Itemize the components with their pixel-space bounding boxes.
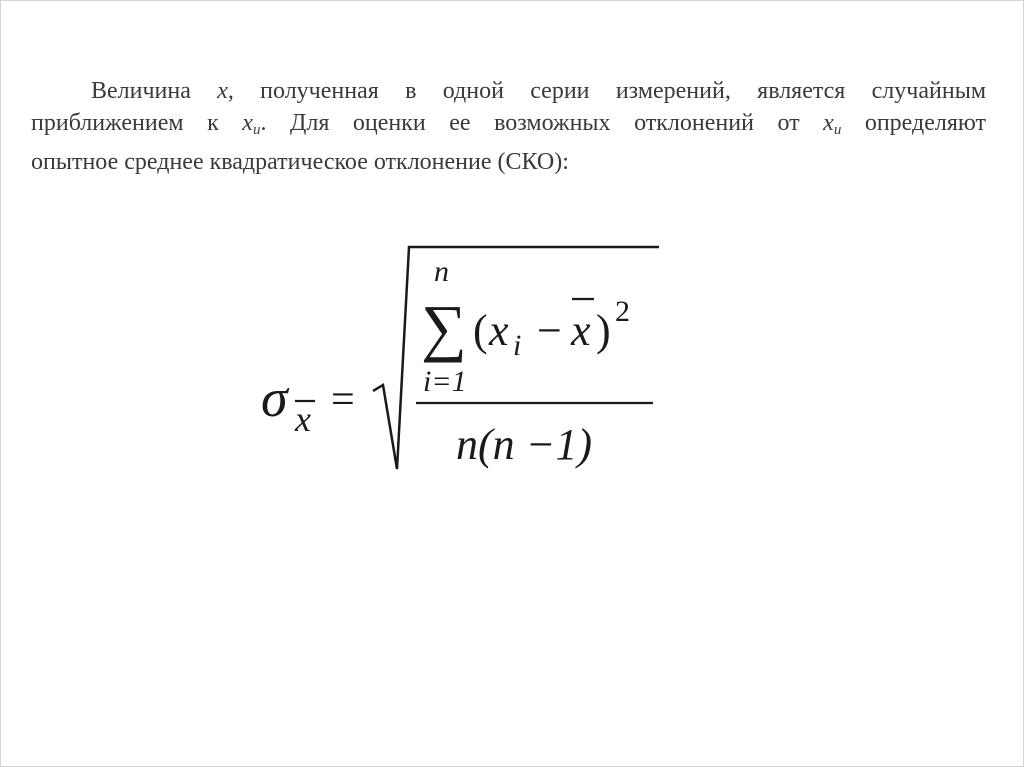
- variable-subscript: и: [252, 122, 261, 138]
- sko-formula: [251, 241, 671, 481]
- formula-svg: [251, 241, 671, 481]
- paren-close: ): [596, 306, 611, 355]
- exponent-2: 2: [615, 295, 630, 328]
- text-fragment: , полученная в одной серии измерений, является случайным: [227, 78, 987, 104]
- index-i: i: [513, 329, 522, 362]
- sigma-subscript: x: [295, 399, 311, 439]
- paragraph-line-2: [31, 107, 986, 146]
- paren-open: (: [473, 306, 488, 355]
- text-fragment: . Для оценки ее возможных отклонений от: [260, 110, 824, 136]
- variable-x: x: [217, 78, 228, 104]
- sum-upper-limit: n: [434, 255, 449, 288]
- sum-symbol: ∑: [421, 292, 467, 363]
- equals-sign: =: [331, 377, 355, 423]
- sigma-symbol: σ: [261, 368, 288, 428]
- text-fragment: определяют: [841, 110, 987, 136]
- paragraph-line-1: [31, 75, 986, 107]
- variable-x: x: [823, 110, 834, 136]
- var-x-i: x: [489, 306, 509, 355]
- text-fragment: Величина: [91, 78, 218, 104]
- paragraph: [31, 75, 986, 178]
- var-x-bar: x: [571, 306, 591, 355]
- sum-lower-limit: i=1: [423, 365, 467, 398]
- text-fragment: приближением к: [31, 110, 243, 136]
- denominator: n(n −1): [456, 420, 592, 469]
- variable-x: x: [242, 110, 253, 136]
- paragraph-line-3: опытное среднее квадратическое отклонение (СКО):: [31, 149, 569, 175]
- minus-sign: −: [537, 306, 562, 355]
- variable-subscript: и: [833, 122, 842, 138]
